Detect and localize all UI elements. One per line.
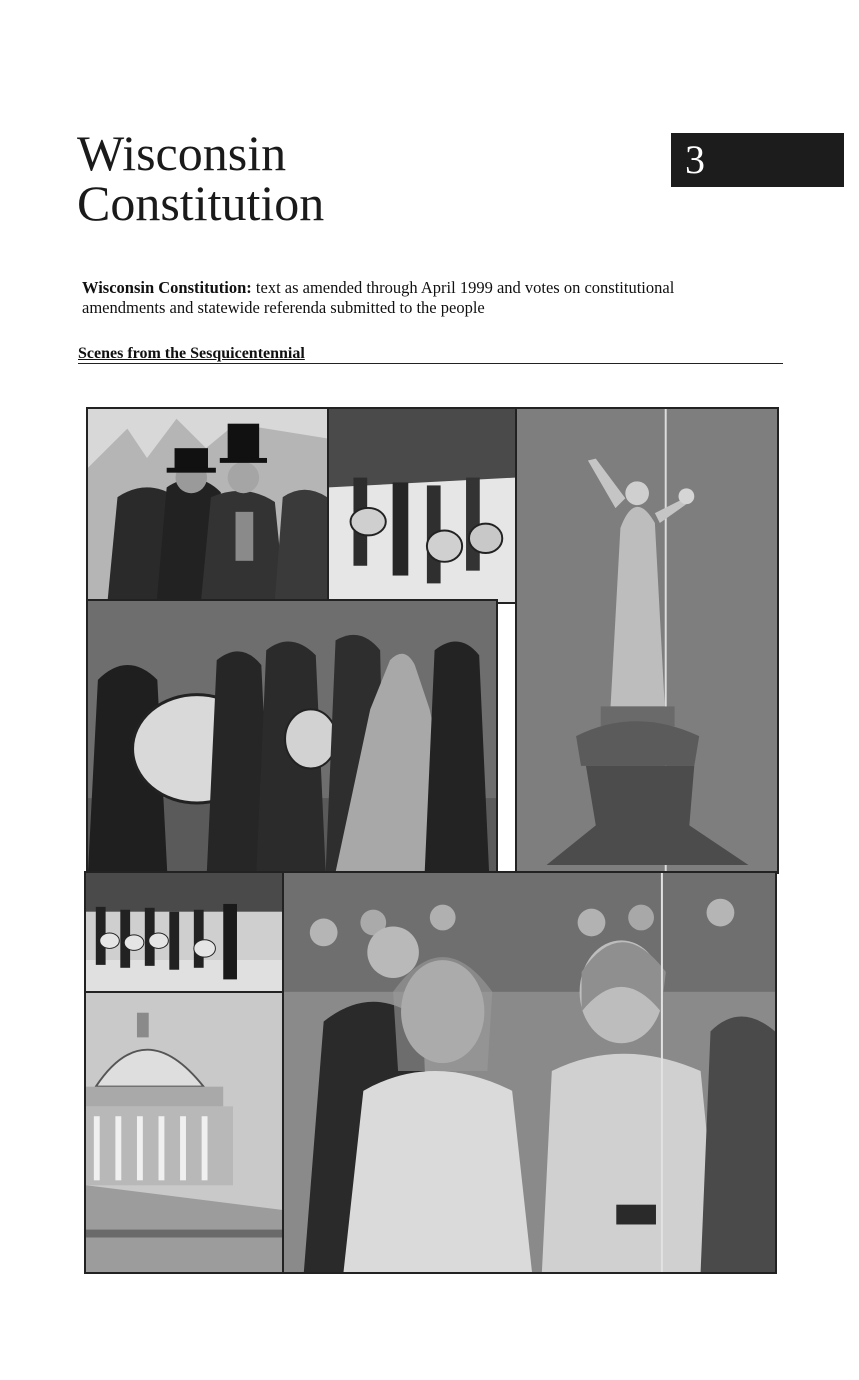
capitol-dome-photo bbox=[84, 991, 284, 1274]
marching-drum-line-photo bbox=[84, 871, 288, 993]
photo-collage bbox=[82, 406, 779, 1274]
title-line-2: Constitution bbox=[77, 175, 325, 231]
crowd-pledge-photo bbox=[282, 871, 777, 1274]
summary-lead: Wisconsin Constitution: bbox=[82, 278, 252, 297]
men-in-top-hats-photo bbox=[86, 407, 329, 602]
summary-text: text as amended through April 1999 and votes on constitutional amendments and statewide referenda submitted to the people bbox=[82, 278, 675, 317]
chapter-summary bbox=[82, 278, 742, 318]
chapter-tab bbox=[671, 133, 844, 187]
drummers-parade-photo bbox=[327, 407, 517, 604]
section-heading bbox=[78, 345, 783, 364]
section-heading-text: Scenes from the Sesquicentennial bbox=[78, 345, 305, 362]
title-line-1: Wisconsin bbox=[77, 125, 287, 181]
fife-and-drum-corps-photo bbox=[86, 599, 498, 874]
page-title bbox=[77, 125, 325, 231]
capitol-statue-photo bbox=[515, 407, 779, 874]
chapter-number: 3 bbox=[685, 137, 705, 182]
